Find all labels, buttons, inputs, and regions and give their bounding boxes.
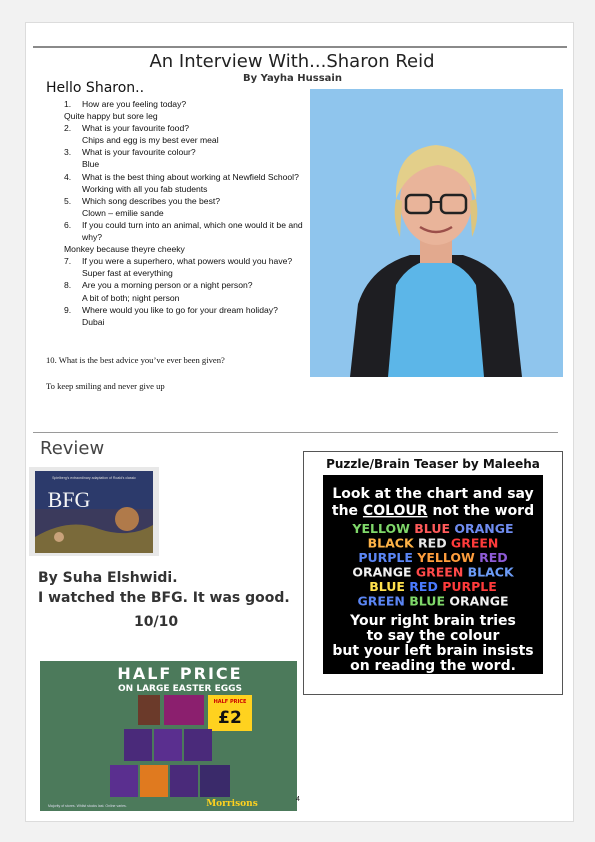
stroop-word: RED: [474, 550, 508, 565]
egg-box-2: [164, 695, 204, 725]
stroop-word: RED: [413, 535, 447, 551]
question-3: 3. What is your favourite colour?: [64, 147, 196, 158]
review-body: [38, 568, 290, 608]
puzzle-line-5: but your left brain insists: [332, 643, 534, 659]
question-8: 8. Are you a morning person or a night person?: [64, 280, 253, 291]
stroop-word: BLUE: [369, 579, 405, 594]
answer-1: Quite happy but sore leg: [64, 111, 158, 122]
price: £2: [218, 708, 242, 728]
egg-box-8: [170, 765, 198, 797]
puzzle-line-4: to say the colour: [366, 628, 500, 644]
store-logo: Morrisons: [206, 799, 258, 809]
portrait-illustration: [310, 89, 563, 377]
answer-3: Blue: [82, 159, 100, 170]
question-2: 2. What is your favourite food?: [64, 123, 189, 134]
stroop-rows: [351, 521, 515, 609]
puzzle-line-1: Look at the chart and say: [332, 486, 534, 502]
stroop-word: GREEN: [446, 535, 499, 551]
easter-egg-advert: [40, 661, 297, 811]
answer-10: To keep smiling and never give up: [46, 381, 165, 391]
interview-title: An Interview With...Sharon Reid: [149, 51, 435, 72]
stroop-row-1: [351, 521, 513, 536]
stroop-word: BLUE: [404, 593, 445, 609]
egg-box-9: [200, 765, 230, 797]
badge-top: HALF PRICE: [213, 699, 247, 705]
puzzle-box: [303, 451, 563, 695]
section-rule: [33, 432, 558, 433]
stroop-word: BLUE: [409, 521, 451, 536]
stroop-word: BLACK: [463, 564, 514, 580]
stroop-word: RED: [404, 579, 438, 594]
stroop-word: ORANGE: [450, 521, 514, 536]
puzzle-line-6: on reading the word.: [350, 658, 516, 674]
stroop-row-2: [368, 536, 499, 551]
stroop-row-5: [369, 579, 497, 594]
bfg-poster: [29, 467, 159, 556]
question-5: 5. Which song describes you the best?: [64, 195, 221, 206]
poster-tagline: Spielberg's extraordinary adaptation of Roald's classic: [52, 476, 136, 480]
stroop-word: PURPLE: [437, 579, 497, 594]
stroop-word: YELLOW: [352, 521, 410, 536]
answer-7: Super fast at everything: [82, 268, 173, 279]
question-9: 9. Where would you like to go for your dream holiday?: [64, 304, 278, 315]
stroop-row-4: [352, 565, 515, 580]
egg-box-6: [110, 765, 138, 797]
egg-box-3: [124, 729, 152, 761]
answer-5: Clown – emilie sande: [82, 207, 164, 218]
ad-subhead: ON LARGE EASTER EGGS: [118, 684, 242, 694]
answer-6: Monkey because theyre cheeky: [64, 244, 185, 255]
advert-art: [40, 661, 297, 811]
stroop-word: YELLOW: [412, 550, 475, 565]
poster-title: BFG: [47, 487, 91, 512]
puzzle-line-2: the COLOUR not the word: [331, 503, 535, 519]
question-7: 7. If you were a superhero, what powers would you have?: [64, 256, 293, 267]
review-heading: Review: [40, 438, 105, 459]
review-author: By Suha Elshwidi.: [38, 570, 178, 586]
egg-box-1: [138, 695, 160, 725]
stroop-word: GREEN: [411, 564, 464, 580]
bfg-poster-art: [29, 467, 159, 556]
header-rule: [33, 46, 567, 48]
stroop-word: GREEN: [357, 593, 405, 609]
puzzle-title: Puzzle/Brain Teaser by Maleeha: [326, 457, 540, 471]
question-1: 1. How are you feeling today?: [64, 99, 187, 109]
answer-8: A bit of both; night person: [82, 292, 180, 303]
stroop-row-3: [358, 550, 507, 565]
question-4: 4. What is the best thing about working at Newfield School?: [64, 171, 299, 182]
egg-box-4: [154, 729, 182, 761]
greeting: Hello Sharon..: [46, 80, 145, 96]
question-10: 10. What is the best advice you’ve ever been given?: [46, 355, 225, 365]
answer-2: Chips and egg is my best ever meal: [82, 135, 219, 146]
stroop-row-6: [357, 594, 508, 609]
stroop-word: PURPLE: [358, 550, 413, 565]
stroop-puzzle-image: [323, 475, 543, 674]
review-score: 10/10: [134, 614, 179, 630]
answer-4: Working with all you fab students: [82, 183, 208, 194]
interview-byline: By Yayha Hussain: [243, 73, 342, 84]
puzzle-line-3: Your right brain tries: [350, 613, 516, 629]
ad-small-print: Majority of stores. Whilst stocks last. Online varies.: [48, 804, 127, 808]
stroop-word: BLACK: [367, 535, 414, 551]
page-number: 4: [296, 796, 300, 803]
egg-box-7: [140, 765, 168, 797]
interview-list: [64, 98, 314, 328]
portrait-photo: [310, 89, 563, 377]
stroop-chart: [323, 475, 543, 674]
answer-9: Dubai: [82, 316, 105, 327]
review-text: I watched the BFG. It was good.: [38, 590, 290, 606]
egg-box-5: [184, 729, 212, 761]
stroop-word: ORANGE: [352, 564, 412, 580]
stroop-word: ORANGE: [444, 593, 509, 609]
question-6: 6. If you could turn into an animal, which one would it be and why?: [64, 219, 303, 243]
ad-headline: HALF PRICE: [117, 664, 243, 683]
